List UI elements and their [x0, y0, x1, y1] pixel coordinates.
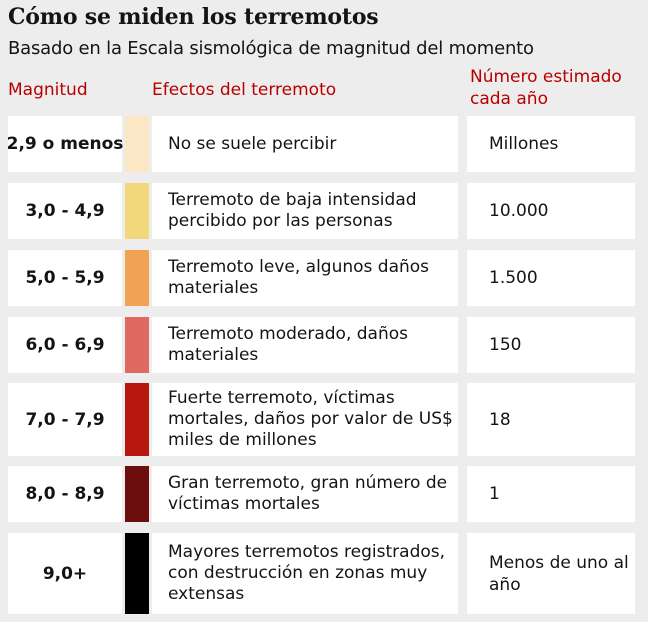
magnitude-cell: 6,0 - 6,9 — [8, 317, 122, 373]
count-cell: 10.000 — [467, 183, 635, 239]
effects-cell: Terremoto leve, algunos daños materiales — [152, 250, 458, 306]
effects-cell: Terremoto moderado, daños materiales — [152, 317, 458, 373]
header-magnitude: Magnitud — [8, 80, 88, 100]
magnitude-cell: 7,0 - 7,9 — [8, 383, 122, 456]
magnitude-color-swatch — [125, 116, 149, 172]
magnitude-cell: 3,0 - 4,9 — [8, 183, 122, 239]
count-cell: 1.500 — [467, 250, 635, 306]
magnitude-color-swatch — [125, 383, 149, 456]
effects-cell: Gran terremoto, gran número de víctimas mortales — [152, 466, 458, 522]
magnitude-cell: 8,0 - 8,9 — [8, 466, 122, 522]
chart-subtitle: Basado en la Escala sismológica de magnitud del momento — [8, 38, 534, 59]
table-row — [8, 183, 635, 239]
effects-cell: Terremoto de baja intensidad percibido por las personas — [152, 183, 458, 239]
magnitude-color-swatch — [125, 250, 149, 306]
count-cell: 18 — [467, 383, 635, 456]
chart-title: Cómo se miden los terremotos — [8, 4, 379, 30]
magnitude-cell: 9,0+ — [8, 533, 122, 614]
header-count: Número estimado cada año — [470, 67, 622, 109]
table-row — [8, 250, 635, 306]
effects-cell: Fuerte terremoto, víctimas mortales, daños por valor de US$ miles de millones — [152, 383, 458, 456]
magnitude-color-swatch — [125, 317, 149, 373]
header-effects: Efectos del terremoto — [152, 80, 337, 100]
table-row — [8, 466, 635, 522]
count-cell: Millones — [467, 116, 635, 172]
table-row — [8, 317, 635, 373]
magnitude-cell: 2,9 o menos — [8, 116, 122, 172]
magnitude-color-swatch — [125, 533, 149, 614]
table-row — [8, 383, 635, 456]
magnitude-color-swatch — [125, 183, 149, 239]
count-cell: Menos de uno al año — [467, 533, 635, 614]
effects-cell: No se suele percibir — [152, 116, 458, 172]
table-row — [8, 116, 635, 172]
table-row — [8, 533, 635, 614]
magnitude-color-swatch — [125, 466, 149, 522]
effects-cell: Mayores terremotos registrados, con destrucción en zonas muy extensas — [152, 533, 458, 614]
count-cell: 150 — [467, 317, 635, 373]
magnitude-cell: 5,0 - 5,9 — [8, 250, 122, 306]
count-cell: 1 — [467, 466, 635, 522]
